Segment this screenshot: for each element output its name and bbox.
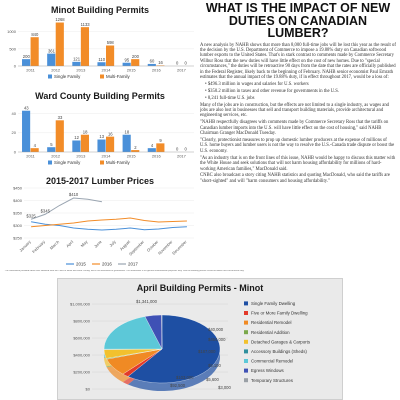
bar: [81, 27, 89, 66]
chart-title: April Building Permits - Minot: [136, 283, 264, 293]
legend-swatch: [244, 330, 248, 334]
x-tick-label: 2012: [51, 67, 61, 73]
bar: [22, 111, 30, 152]
data-label: $325: [26, 213, 36, 219]
x-tick-label: October: [145, 239, 160, 253]
x-tick-label: May: [79, 239, 89, 249]
legend-label: 2017: [128, 261, 138, 267]
data-label: 9: [159, 138, 162, 144]
data-label: 1268: [55, 17, 65, 23]
article-bullet: • $350.2 million in taxes and other revenue for governments in the U.S.: [205, 88, 340, 94]
legend-label: Five or More Family Dwelling: [251, 310, 308, 316]
x-tick-label: 2013: [76, 67, 86, 73]
x-tick-label: February: [31, 239, 46, 255]
legend-swatch: [244, 311, 248, 315]
ward-county-building-permits-chart: [2, 88, 198, 170]
x-tick-label: 2014: [101, 153, 111, 159]
y-tick-label: 40: [11, 111, 16, 116]
legend-label: Residential Addition: [251, 329, 290, 335]
article-body: [200, 43, 396, 185]
bar: [123, 63, 131, 66]
bar: [47, 54, 55, 66]
bar: [106, 137, 114, 152]
legend-swatch: [100, 75, 104, 79]
x-tick-label: 2017: [176, 153, 186, 159]
data-label: 200: [131, 53, 139, 59]
slice-value-label: $5,600: [206, 377, 219, 382]
data-label: 4: [150, 142, 154, 148]
y-tick-label: $250: [13, 235, 22, 241]
slice-value-label: $3,000: [218, 385, 231, 390]
data-label: 95: [124, 57, 130, 63]
y-tick-label: 20: [11, 130, 16, 136]
legend-swatch: [244, 369, 248, 373]
y-tick-label: 1000: [7, 29, 16, 35]
x-tick-label: 2016: [151, 67, 161, 73]
x-tick-label: December: [171, 239, 188, 256]
slice-value-label: $92,500: [170, 383, 186, 388]
value-axis-label: $0: [85, 386, 90, 392]
value-axis-label: $400,000: [73, 352, 90, 358]
slice-value-label: $187,000: [198, 349, 216, 354]
article-paragraph: "NAHB respectfully disagrees with comments made by Commerce Secretary Ross that the tariffs on Canadian lumber imports into the U.S. will have little effect on the cost of housing," said NAHB Chairman Granger MacDonald Tuesday.: [200, 120, 389, 137]
footnote: *The information provided above was obtained from the Cities of Minot and Ward County, and is not warranted or guaranteed. The information is for general informational purposes only. Data on building permits issued includes new construction only.: [4, 270, 245, 272]
article-paragraph: "Clearly, protectionist measures to prop up domestic lumber producers at the expense of millions of U.S. home buyers and lumber users is not the way to resolve the U.S.-Canada trade dispute or boost the U.S. economy.: [200, 138, 395, 154]
article-bullet-text: 8,241 full-time U.S. jobs: [207, 95, 255, 101]
legend-label: Multi-Family: [106, 160, 130, 165]
value-axis-label: $200,000: [73, 369, 90, 375]
legend-swatch: [48, 161, 52, 165]
data-label: 13: [99, 134, 105, 140]
article-paragraph: "As an industry that is on the front lines of this issue, NAHB would be happy to discuss this matter with the White House and seek solutions that will not harm housing affordability for millions of hard-working American families," MacDonald said.: [200, 155, 396, 172]
x-tick-label: 2011: [26, 153, 35, 159]
data-label: 33: [57, 115, 63, 121]
legend-label: Single Family: [54, 74, 81, 79]
bar: [47, 147, 55, 152]
article-paragraph: CNBC also broadcast a story citing NAHB statistics and quoting MacDonald, who said the tariffs are "short-sighted" and will "harm consumers and housing affordability.": [200, 173, 390, 184]
value-axis-label: $800,000: [73, 318, 90, 324]
legend-label: Accessory Buildings (Sheds): [251, 349, 307, 354]
bar: [148, 64, 156, 66]
bar: [131, 59, 139, 66]
x-tick-label: 2013: [76, 153, 86, 159]
data-label: 43: [23, 105, 29, 111]
legend-label: Egress Windows: [251, 368, 284, 374]
article-paragraph: Many of the jobs are in construction, but the effects are not limited to a single industry, as wages and jobs are also lost in businesses that sell and transport building materials, provide architectural and engineering services, etc.: [200, 102, 390, 119]
x-tick-label: 2014: [101, 67, 111, 73]
legend-swatch: [244, 349, 248, 353]
x-tick-label: November: [156, 239, 174, 256]
x-tick-label: 2011: [26, 67, 35, 73]
legend-swatch: [244, 321, 248, 325]
x-tick-label: 2016: [151, 153, 161, 159]
legend-label: Residential Remodel: [251, 320, 292, 326]
bar: [156, 143, 164, 152]
x-tick-label: June: [92, 239, 103, 249]
series-line: [31, 222, 187, 230]
slice-value-label: $9,100: [208, 363, 221, 368]
slice-value-label: $1,341,000: [136, 299, 157, 304]
april-permits-panel: [57, 278, 343, 400]
value-axis-label: $600,000: [73, 335, 90, 341]
article-bullet: • $496.3 million in wages and salaries for U.S. workers: [205, 81, 309, 87]
april-building-permits-chart: [58, 279, 342, 399]
data-label: 16: [158, 60, 163, 66]
data-label: 12: [74, 135, 79, 141]
bar: [97, 140, 105, 152]
slice-value-label: $454,000: [208, 337, 226, 342]
legend-swatch: [244, 301, 248, 305]
bar: [97, 62, 105, 66]
data-label: 18: [124, 129, 130, 135]
x-tick-label: 2015: [126, 67, 136, 73]
data-label: 598: [106, 40, 114, 46]
bar: [131, 150, 139, 152]
legend-label: 2016: [102, 261, 112, 267]
y-tick-label: $350: [13, 210, 22, 216]
legend-label: 2015: [76, 261, 86, 267]
data-label: 5: [50, 141, 53, 147]
article-paragraph: A new analysis by NAHB shows that more than 8,000 full-time jobs will be lost this year as the result of the decision by the U.S. Department of Commerce to impose a 19.88% duty on Canadian softwood lumber exports to the United States. That's in stark contrast to comments made by Commerce Secretary Wilbur Ross that the new duties will have little effect on the cost of new homes. Due to "special circumstances," the duties will be retroactive 90 days from the date that the rates are officially published in the Federal Register, likely back to the beginning of February. NAHB senior economist Paul Emrath estimates that the annual impact of the 19.88% duty, if in effect throughout 2017, would be a loss of:: [200, 42, 396, 80]
bar: [81, 135, 89, 152]
legend-swatch: [100, 161, 104, 165]
bar: [148, 148, 156, 152]
value-axis-label: $1,000,000: [69, 301, 90, 307]
x-tick-label: April: [65, 239, 75, 249]
x-tick-label: 2017: [176, 67, 186, 73]
chart-title: Ward County Building Permits: [35, 91, 165, 101]
data-label: 0: [184, 60, 187, 66]
y-tick-label: $400: [13, 197, 22, 203]
data-label: 0: [184, 146, 187, 152]
data-label: 16: [107, 131, 113, 137]
bar: [72, 62, 80, 66]
legend-label: Single Family Dwelling: [251, 301, 296, 306]
data-label: 0: [175, 146, 179, 152]
x-tick-label: March: [48, 239, 61, 251]
data-label: $410: [68, 192, 79, 197]
bar: [106, 45, 114, 66]
legend-label: Temporary Structures: [251, 377, 293, 383]
bar: [56, 120, 64, 152]
legend-swatch: [48, 75, 52, 79]
data-label: 60: [149, 58, 155, 64]
legend-label: Commercial Remodel: [251, 358, 294, 364]
article: [200, 2, 396, 266]
article-bullet-text: $350.2 million in taxes and other revenue for governments in the U.S.: [207, 88, 340, 94]
chart-title: Minot Building Permits: [51, 5, 149, 15]
slice-value-label: $40,000: [208, 327, 224, 332]
legend-label: Multi-Family: [106, 74, 130, 79]
x-tick-label: August: [118, 239, 131, 252]
legend-swatch: [244, 378, 248, 382]
slice-value-label: $103,000: [176, 375, 194, 380]
x-tick-label: January: [18, 239, 32, 253]
y-tick-label: 0: [13, 63, 16, 69]
article-bullet-text: $496.3 million in wages and salaries for U.S. workers: [207, 81, 309, 87]
chart-title: 2015-2017 Lumber Prices: [45, 176, 155, 186]
x-tick-label: 2012: [51, 153, 61, 159]
y-tick-label: $300: [13, 222, 22, 228]
data-label: 121: [73, 56, 81, 62]
bar: [22, 59, 30, 66]
bar: [31, 148, 39, 152]
bar: [56, 23, 64, 66]
minot-building-permits-chart: [2, 2, 198, 84]
legend-swatch: [244, 359, 248, 363]
x-tick-label: September: [127, 239, 146, 257]
y-tick-label: $450: [13, 185, 22, 191]
data-label: 1133: [80, 21, 90, 27]
bar: [31, 37, 39, 66]
data-label: 18: [82, 129, 88, 135]
x-tick-label: 2015: [126, 153, 136, 159]
x-tick-label: July: [108, 239, 117, 248]
data-label: 0: [175, 60, 179, 66]
legend-swatch: [244, 340, 248, 344]
article-title: WHAT IS THE IMPACT OF NEW DUTIES ON CANADIAN LUMBER?: [205, 2, 391, 40]
data-label: 840: [31, 31, 39, 37]
data-label: 361: [47, 48, 55, 54]
y-tick-label: 500: [9, 46, 16, 52]
legend-label: Detached Garages & Carports: [251, 339, 311, 345]
y-tick-label: 0: [13, 149, 16, 155]
data-label: 2: [134, 144, 137, 150]
data-label: 4: [33, 142, 37, 148]
data-label: 110: [98, 56, 106, 62]
legend-label: Single Family: [54, 160, 81, 165]
data-label: $345: [40, 208, 50, 214]
lumber-prices-chart: [2, 172, 198, 268]
data-label: 200: [22, 53, 30, 59]
bar: [72, 140, 80, 152]
article-bullet: • 8,241 full-time U.S. jobs: [205, 95, 255, 101]
bar: [123, 135, 131, 152]
